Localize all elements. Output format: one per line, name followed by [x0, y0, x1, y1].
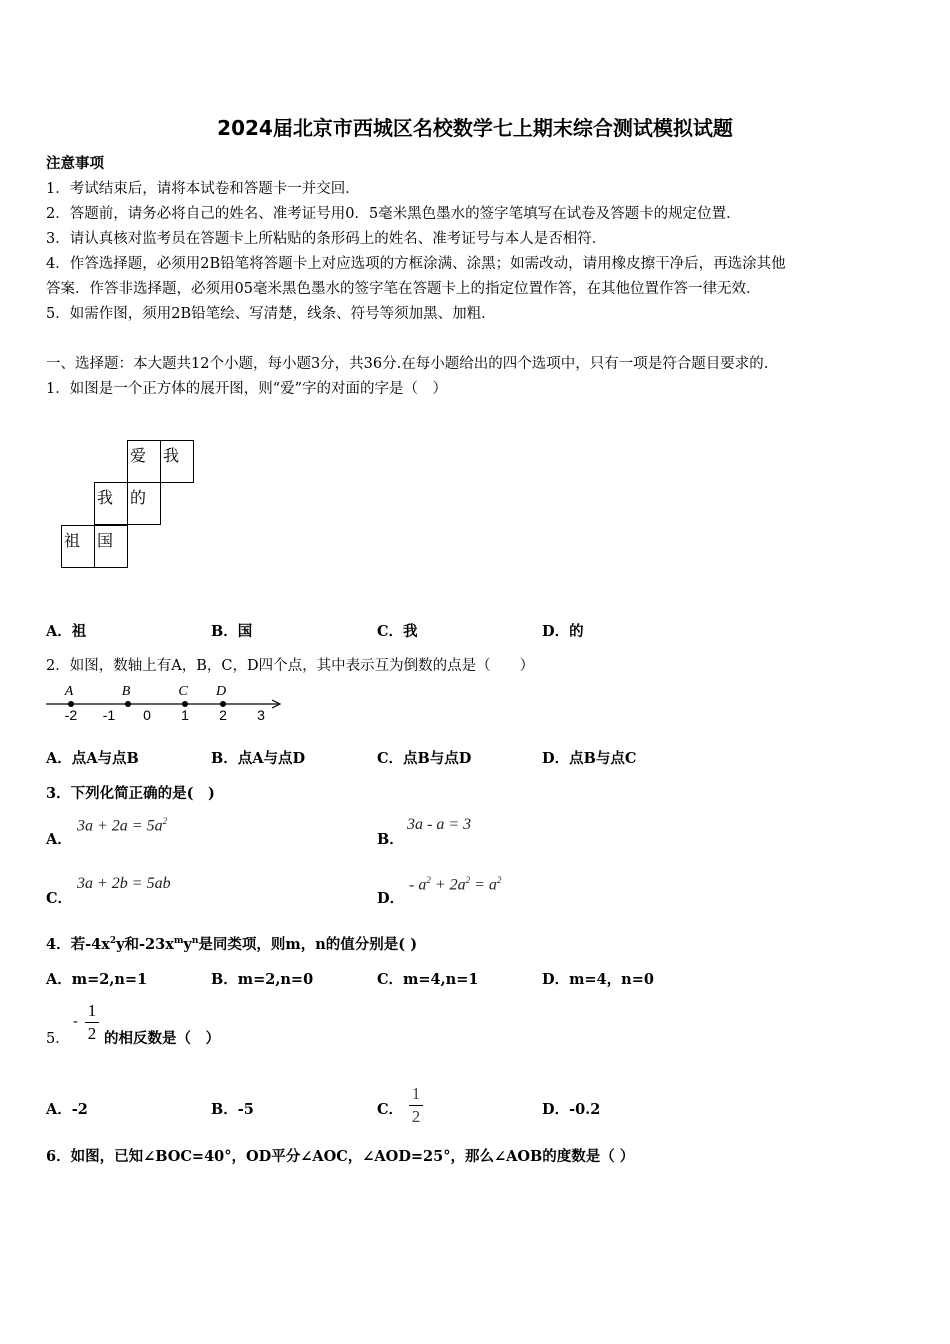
net-cell: 爱 [127, 440, 161, 483]
net-cell: 我 [160, 440, 194, 483]
notice-item: 1．考试结束后，请将本试卷和答题卡一并交回． [46, 181, 360, 197]
tick-label: 2 [219, 707, 227, 723]
notice-item: 3．请认真核对监考员在答题卡上所粘贴的条形码上的姓名、准考证号与本人是否相符． [46, 231, 607, 247]
option-c-label[interactable]: C． [46, 890, 73, 907]
option-c-expression[interactable]: 3a + 2b = 5ab [77, 875, 171, 892]
option-c[interactable]: C．点B与点D [377, 750, 472, 767]
option-a[interactable]: A．m=2,n=1 [46, 971, 148, 988]
option-c-fraction[interactable] [409, 1084, 423, 1127]
number-line [40, 680, 290, 726]
fraction-one-half [85, 1001, 99, 1044]
option-d-expression[interactable]: - $a^2 + 2a^2 = a^2$ [409, 875, 502, 894]
option-b[interactable]: B．点A与点D [211, 750, 306, 767]
page-title: 2024届北京市西城区名校数学七上期末综合测试模拟试题 [217, 116, 733, 140]
fraction-denominator: 2 [87, 1024, 97, 1043]
point-label-a: A [64, 684, 74, 699]
point-label-c: C [178, 684, 188, 699]
point-c [182, 701, 188, 707]
fraction-numerator: 1 [411, 1084, 421, 1103]
option-d[interactable]: D．m=4，n=0 [542, 971, 654, 988]
fraction-numerator: 1 [87, 1001, 97, 1020]
question-3-stem: 3．下列化简正确的是( ) [46, 785, 215, 802]
option-c[interactable]: C．m=4,n=1 [377, 971, 479, 988]
option-b[interactable]: B．m=2,n=0 [211, 971, 314, 988]
option-a[interactable]: A．祖 [46, 623, 87, 640]
section-heading: 一、选择题：本大题共12个小题，每小题3分，共36分.在每小题给出的四个选项中，只有一项是符合题目要求的. [46, 356, 769, 372]
question-1-stem: 1．如图是一个正方体的展开图，则“爱”字的对面的字是（ ） [46, 381, 448, 397]
tick-label: 3 [257, 707, 265, 723]
option-b-expression[interactable]: 3a - a = 3 [407, 816, 472, 833]
option-b[interactable]: B．国 [211, 623, 253, 640]
point-label-d: D [215, 684, 227, 699]
option-a-label[interactable]: A． [46, 831, 72, 848]
option-a[interactable]: A．点A与点B [46, 750, 139, 767]
tick-label: -1 [102, 707, 116, 723]
option-c[interactable]: C．我 [377, 623, 418, 640]
question-5-stem: 的相反数是（ ） [104, 1030, 220, 1047]
option-d[interactable]: D．的 [542, 623, 584, 640]
tick-label: -2 [64, 707, 78, 723]
point-b [125, 701, 131, 707]
point-d [220, 701, 226, 707]
tick-label: 1 [181, 707, 189, 723]
option-d-label[interactable]: D． [377, 890, 405, 907]
net-cell: 的 [127, 482, 161, 525]
notice-item: 4．作答选择题，必须用2B铅笔将答题卡上对应选项的方框涂满、涂黑；如需改动，请用橡皮擦干净后，再选涂其他 [46, 256, 786, 272]
option-a-expression[interactable]: $3a + 2a = 5a^2$ [77, 816, 168, 835]
option-d[interactable]: D．点B与点C [542, 750, 637, 767]
notice-item: 2．答题前，请务必将自己的姓名、准考证号用0．5毫米黑色墨水的签字笔填写在试卷及答题卡的规定位置． [46, 206, 741, 222]
notice-item: 5．如需作图，须用2B铅笔绘、写清楚，线条、符号等须加黑、加粗． [46, 306, 496, 322]
notice-heading: 注意事项 [46, 155, 104, 172]
net-cell: 我 [94, 482, 128, 525]
fraction-denominator: 2 [411, 1107, 421, 1126]
option-a[interactable]: A．-2 [46, 1101, 88, 1118]
question-4-stem: 4．若$-4x^2y$和$-23x^my^n$是同类项，则m，n的值分别是( ) [46, 936, 418, 953]
point-a [68, 701, 74, 707]
option-d[interactable]: D．-0.2 [542, 1101, 601, 1118]
option-c[interactable]: C． [377, 1101, 404, 1118]
question-2-stem: 2．如图，数轴上有A，B，C，D四个点，其中表示互为倒数的点是（ ） [46, 658, 535, 674]
tick-label: 0 [143, 707, 151, 723]
minus-sign: - [73, 1014, 78, 1030]
net-cell: 国 [94, 525, 128, 568]
point-label-b: B [121, 684, 131, 699]
notice-item: 答案．作答非选择题，必须用05毫米黑色墨水的签字笔在答题卡上的指定位置作答，在其他位置作答一律无效． [46, 281, 761, 297]
question-5-number: 5． [46, 1031, 70, 1047]
net-cell: 祖 [61, 525, 95, 568]
option-b[interactable]: B．-5 [211, 1101, 254, 1118]
question-6-stem: 6．如图，已知∠BOC=40°，OD平分∠AOC，∠AOD=25°，那么∠AOB的度数是（ ） [46, 1148, 635, 1165]
option-b-label[interactable]: B． [377, 831, 404, 848]
